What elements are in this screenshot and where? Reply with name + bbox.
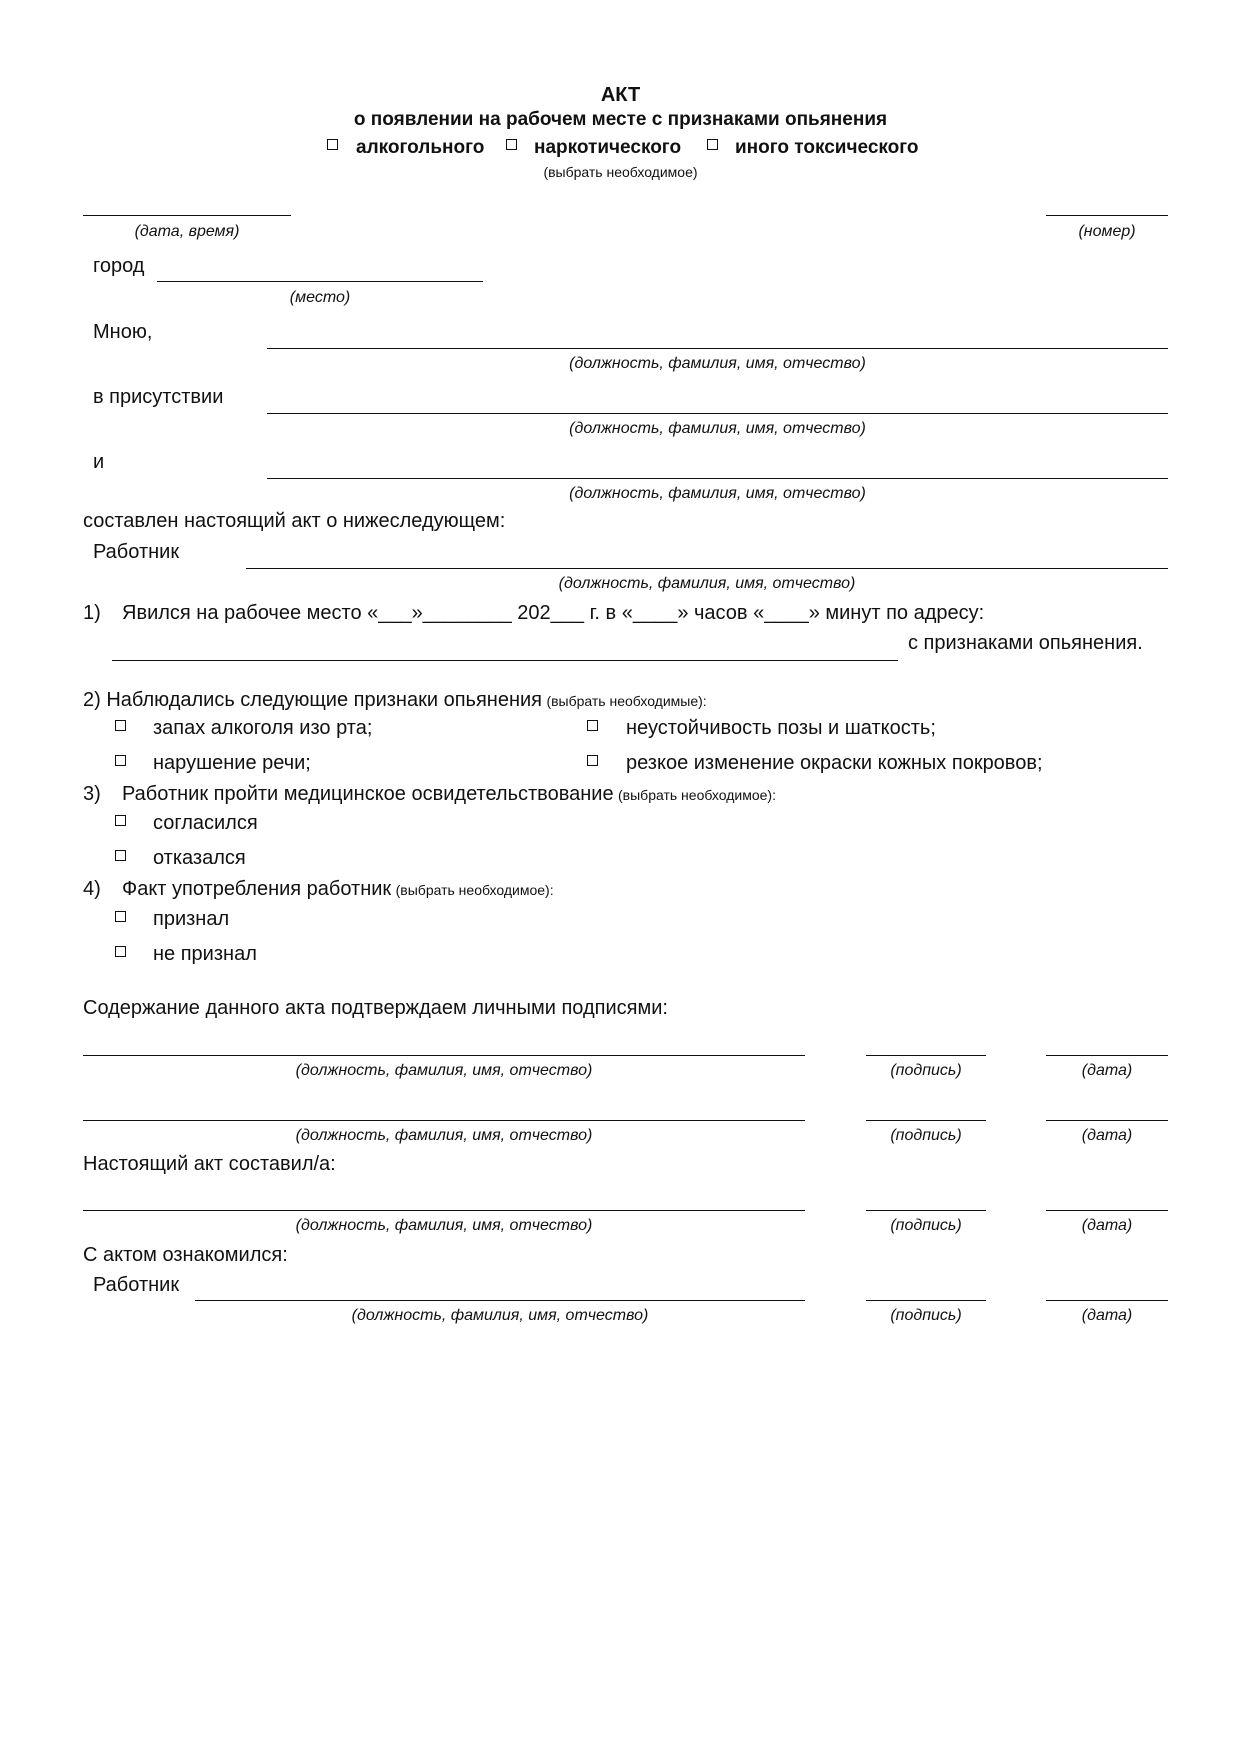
number-line[interactable] — [1046, 215, 1168, 216]
item1-tail: с признаками опьянения. — [908, 632, 1143, 654]
sign-caption-2: (подпись) — [890, 1127, 962, 1144]
item3-number: 3) — [83, 783, 101, 805]
checkbox-alcohol-smell[interactable] — [115, 720, 126, 731]
confirm-text: Содержание данного акта подтверждаем личными подписями: — [83, 997, 668, 1019]
city-label: город — [93, 255, 145, 277]
option-not-admitted: не признал — [153, 943, 257, 965]
item1-text: Явился на рабочее место «___»________ 202___ г. в «____» часов «____» минут по адресу: — [122, 602, 985, 624]
option-admitted: признал — [153, 908, 230, 930]
fio-caption-4: (должность, фамилия, имя, отчество) — [351, 1307, 649, 1324]
item2-text: 2) Наблюдались следующие признаки опьянения — [83, 689, 542, 711]
document-subtitle: о появлении на рабочем месте с признаками опьянения — [353, 109, 888, 130]
document-title: АКТ — [600, 84, 641, 106]
date-time-line[interactable] — [83, 215, 291, 216]
fio-line-1[interactable] — [83, 1055, 805, 1056]
checkbox-refused[interactable] — [115, 850, 126, 861]
sign-line-4[interactable] — [866, 1300, 986, 1301]
checkbox-agreed[interactable] — [115, 815, 126, 826]
item4-text: Факт употребления работник — [122, 878, 392, 900]
worker-line[interactable] — [246, 568, 1168, 569]
item3-heading — [122, 782, 776, 806]
checkbox-skin-color[interactable] — [587, 755, 598, 766]
fio-line-4[interactable] — [195, 1300, 805, 1301]
sign-caption-1: (подпись) — [890, 1062, 962, 1079]
date-line-1[interactable] — [1046, 1055, 1168, 1056]
date-caption-1: (дата) — [1081, 1062, 1133, 1079]
item2-note: (выбрать необходимые): — [546, 693, 707, 709]
by-line[interactable] — [267, 348, 1168, 349]
sign-speech: нарушение речи; — [153, 752, 311, 774]
sign-line-3[interactable] — [866, 1210, 986, 1211]
worker-label: Работник — [93, 541, 180, 563]
checkbox-admitted[interactable] — [115, 911, 126, 922]
date-caption-2: (дата) — [1081, 1127, 1133, 1144]
checkbox-toxic[interactable] — [707, 139, 718, 150]
and-label: и — [93, 451, 105, 473]
worker-caption: (должность, фамилия, имя, отчество) — [558, 575, 856, 592]
number-caption: (номер) — [1078, 223, 1136, 240]
city-line[interactable] — [157, 281, 483, 282]
fio-line-2[interactable] — [83, 1120, 805, 1121]
option-toxic-label: иного токсического — [735, 137, 919, 158]
item2-heading — [83, 688, 707, 712]
sign-line-1[interactable] — [866, 1055, 986, 1056]
checkbox-narcotic[interactable] — [506, 139, 517, 150]
sign-skin-color: резкое изменение окраски кожных покровов; — [626, 752, 1043, 774]
sign-caption-3: (подпись) — [890, 1217, 962, 1234]
date-caption-3: (дата) — [1081, 1217, 1133, 1234]
date-caption-4: (дата) — [1081, 1307, 1133, 1324]
compiled-text: Настоящий акт составил/а: — [83, 1153, 336, 1175]
and-line[interactable] — [267, 478, 1168, 479]
item4-note: (выбрать необходимое): — [395, 882, 554, 898]
select-note: (выбрать необходимое) — [543, 164, 698, 180]
item3-text: Работник пройти медицинское освидетельствование — [122, 783, 614, 805]
and-caption: (должность, фамилия, имя, отчество) — [569, 485, 866, 502]
address-line[interactable] — [112, 660, 898, 661]
checkbox-speech[interactable] — [115, 755, 126, 766]
date-line-3[interactable] — [1046, 1210, 1168, 1211]
fio-caption-2: (должность, фамилия, имя, отчество) — [295, 1127, 593, 1144]
date-time-caption: (дата, время) — [134, 223, 240, 240]
sign-caption-4: (подпись) — [890, 1307, 962, 1324]
checkbox-not-admitted[interactable] — [115, 946, 126, 957]
presence-caption: (должность, фамилия, имя, отчество) — [569, 420, 866, 437]
checkbox-alcohol[interactable] — [327, 139, 338, 150]
date-line-4[interactable] — [1046, 1300, 1168, 1301]
place-caption: (место) — [289, 289, 351, 306]
option-refused: отказался — [153, 847, 246, 869]
by-caption: (должность, фамилия, имя, отчество) — [569, 355, 866, 372]
item4-heading — [122, 877, 554, 901]
option-alcohol-label: алкогольного — [356, 137, 485, 158]
fio-line-3[interactable] — [83, 1210, 805, 1211]
option-narcotic-label: наркотического — [534, 137, 682, 158]
intro-text: составлен настоящий акт о нижеследующем: — [83, 510, 506, 532]
item3-note: (выбрать необходимое): — [618, 787, 776, 803]
acquainted-text: С актом ознакомился: — [83, 1244, 288, 1266]
date-line-2[interactable] — [1046, 1120, 1168, 1121]
sign-line-2[interactable] — [866, 1120, 986, 1121]
checkbox-unsteady-pose[interactable] — [587, 720, 598, 731]
item4-number: 4) — [83, 878, 101, 900]
item1-number: 1) — [83, 602, 101, 624]
presence-line[interactable] — [267, 413, 1168, 414]
fio-caption-1: (должность, фамилия, имя, отчество) — [295, 1062, 593, 1079]
sign-unsteady-pose: неустойчивость позы и шаткость; — [626, 717, 936, 739]
by-label: Мною, — [93, 321, 153, 343]
option-agreed: согласился — [153, 812, 258, 834]
fio-caption-3: (должность, фамилия, имя, отчество) — [295, 1217, 593, 1234]
sign-alcohol-smell: запах алкоголя изо рта; — [153, 717, 373, 739]
worker-sign-label: Работник — [93, 1274, 180, 1296]
presence-label: в присутствии — [93, 386, 224, 408]
